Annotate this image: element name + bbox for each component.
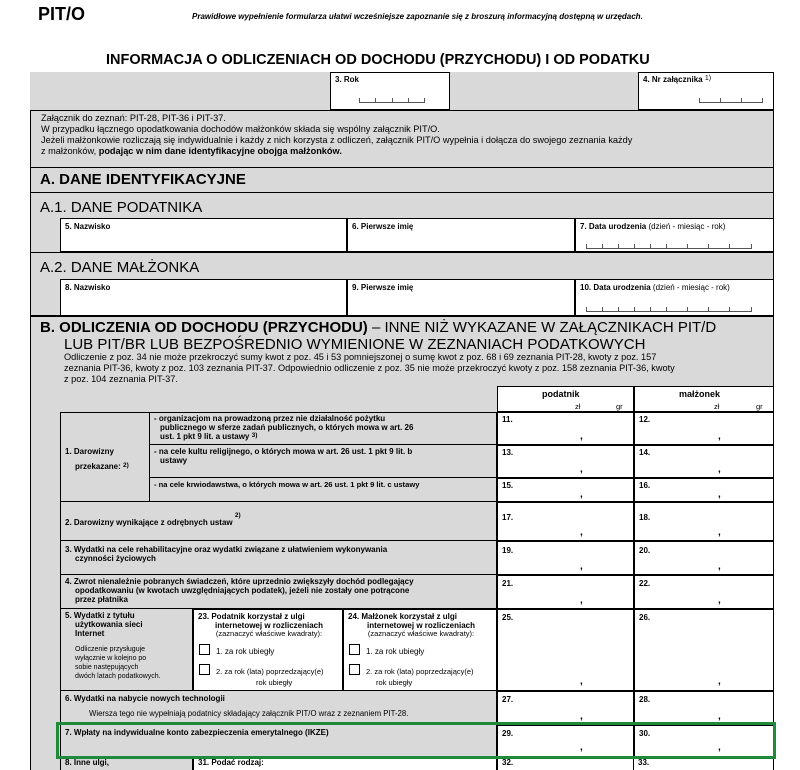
a2-nazwisko-field[interactable] [60,279,347,316]
row3-desc: 3. Wydatki na cele rehabilitacyjne oraz wydatki związane z ułatwieniem wykonywania czynności życiowych [60,541,497,575]
field-22[interactable]: 22. , [634,575,774,609]
form-code: PIT/O [38,4,86,24]
nr-label: 4. Nr załącznika 1) [643,75,712,84]
row2-desc: 2. Darowizny wynikające z odrębnych ustaw $^{2)}$ [60,502,497,541]
row7-highlight-box [56,722,776,759]
section-b-title-2: LUB PIT/BR LUB BEZPOŚREDNIO WYMIENIONE W ZEZNANIACH PODATKOWYCH [64,336,646,353]
field-17[interactable]: 17. , [497,502,634,541]
section-b-title: B. ODLICZENIA OD DOCHODU (PRZYCHODU) – INNE NIŻ WYKAZANE W ZAŁĄCZNIKACH PIT/D [40,319,717,336]
section-b-description: Odliczenie z poz. 34 nie może przekroczyć sumy kwot z poz. 45 i 53 pomniejszonej o sumę kwot z poz. 68 i 69 zeznania PIT-28, kwoty z poz. 157 zeznania PIT-36, kwoty z poz. 103 zeznania PIT-37. Odpowiednio odliczenie z poz. 35 nie może przekroczyć kwoty z poz. 158 zeznania PIT-36, kwoty z poz. 104 zeznania PIT-37. [64,352,675,384]
field-20[interactable]: 20. , [634,541,774,575]
a2-imie-field[interactable] [347,279,575,316]
a1-date-ticks [586,245,752,249]
field-33[interactable]: 33. [634,757,774,770]
field-11[interactable]: 11. , [497,412,634,445]
section-a-title: A. DANE IDENTYFIKACYJNE [40,171,246,188]
field-27[interactable]: 27. , [497,691,634,725]
field-19[interactable]: 19. , [497,541,634,575]
header-notice: Prawidłowe wypełnienie formularza ułatwi wcześniejsze zapoznanie się z broszurą informacyjną dostępną w urzędach. [192,12,643,21]
section-a2-title: A.2. DANE MAŁŻONKA [40,259,200,276]
a1-nazwisko-label: 5. Nazwisko [65,222,111,231]
field-23-podatnik-ulga[interactable] [193,609,343,691]
a2-data-label: 10. Data urodzenia (dzień - miesiąc - rok) [580,283,730,292]
field-25[interactable]: 25. , [497,609,634,691]
rok-label: 3. Rok [335,75,360,84]
a2-nazwisko-label: 8. Nazwisko [65,283,111,292]
row1-label-cell [60,412,150,502]
section-b-divider [30,316,774,317]
rok-ticks [359,99,425,103]
field-12[interactable]: 12. , [634,412,774,445]
a2-date-ticks [586,308,752,312]
field-26[interactable]: 26. , [634,609,774,691]
row1-label: 1. Darowizny przekazane: $^{2)}$ [65,447,129,472]
field-14[interactable]: 14. , [634,445,774,478]
section-a1-title: A.1. DANE PODATNIKA [40,199,203,216]
col-header-podatnik: podatnik zł gr [497,386,634,412]
field-23-option-2-label: 2. za rok (lata) poprzedzający(e) rok ubiegły [216,667,324,687]
field-28[interactable]: 28. , [634,691,774,725]
field-24-option-1-checkbox[interactable] [349,644,360,655]
field-23-option-2-checkbox[interactable] [199,664,210,675]
info-line-2: W przypadku łącznego opodatkowania dochodów małżonków składa się wspólny załącznik PIT/O. [41,124,440,134]
row1b-desc: - na cele kultu religijnego, o których mowa w art. 26 ust. 1 pkt 9 lit. b ustawy [150,445,497,478]
field-24-label: 24. Małżonek korzystał z ulgi internetowej w rozliczeniach (zaznaczyć właściwe kwadraty): [348,612,476,639]
field-21[interactable]: 21. , [497,575,634,609]
a2-imie-label: 9. Pierwsze imię [352,283,414,292]
field-23-option-1-checkbox[interactable] [199,644,210,655]
a1-imie-label: 6. Pierwsze imię [352,222,414,231]
field-13[interactable]: 13. , [497,445,634,478]
row1a-desc: - organizacjom na prowadzoną przez nie działalność pożytku publicznego w sferze zadań publicznych, o których mowa w art. 26 ust. 1 pkt 9 lit. a ustawy $^{3)}$ [150,412,497,445]
section-a-divider [30,192,774,193]
a1-nazwisko-field[interactable] [60,218,347,252]
a1-data-label: 7. Data urodzenia (dzień - miesiąc - rok) [580,222,726,231]
info-line-3: Jeżeli małżonkowie rozliczają się indywidualnie i każdy z nich korzysta z odliczeń, załącznik PIT/O wypełnia i dołącza do swojego zeznania każdy [41,135,633,145]
row1c-desc: - na cele krwiodawstwa, o których mowa w art. 26 ust. 1 pkt 9 lit. c ustawy [150,478,497,502]
field-24-option-1-label: 1. za rok ubiegły [366,647,425,656]
field-18[interactable]: 18. , [634,502,774,541]
a2-data-urodzenia-field[interactable] [575,279,774,316]
field-16[interactable]: 16. , [634,478,774,502]
col-header-malzonek: małżonek zł gr [634,386,774,412]
row6-desc: 6. Wydatki na nabycie nowych technologii Wiersza tego nie wypełniają podatnicy składający załącznik PIT/O wraz z zeznaniem PIT-28. [60,691,497,725]
field-24-option-2-label: 2. za rok (lata) poprzedzający(e) rok ubiegły [366,667,474,687]
info-line-1: Załącznik do zeznań: PIT-28, PIT-36 i PIT-37. [41,113,226,123]
info-line-4: z małżonków, podając w nim dane identyfikacyjne obojga małżonków. [41,146,342,156]
form-title: INFORMACJA O ODLICZENIACH OD DOCHODU (PRZYCHODU) I OD PODATKU [106,52,650,68]
field-24-option-2-checkbox[interactable] [349,664,360,675]
nr-ticks [699,99,763,103]
field-24-malzonek-ulga[interactable] [343,609,497,691]
a1-data-urodzenia-field[interactable] [575,218,774,252]
info-box [30,110,774,168]
row8-label-cell: 8. Inne ulgi, [60,757,193,770]
row7-desc: 7. Wpłaty na indywidualne konto zabezpieczenia emerytalnego (IKZE) [60,725,497,757]
field-23-label: 23. Podatnik korzystał z ulgi internetowej w rozliczeniach (zaznaczyć właściwe kwadraty): [198,612,324,639]
section-a2-divider [30,252,774,253]
row4-desc: 4. Zwrot nienależnie pobranych świadczeń, które uprzednio zwiększyły dochód podlegający opodatkowaniu (w kwotach uwzględniających podatek), jeżeli nie zostały one potrącone przez płatnika [60,575,497,609]
field-15[interactable]: 15. , [497,478,634,502]
field-31-label: 31. Podać rodzaj: [198,758,264,767]
row5-label-cell: 5. Wydatki z tytułu użytkowania sieci Internet Odliczenie przysługuje wyłącznie w kolejno po sobie następujących dwóch latach podatkowych. [60,609,193,691]
rok-field[interactable] [330,72,450,110]
a1-imie-field[interactable] [347,218,575,252]
field-30[interactable]: 30. , [634,725,774,757]
field-23-option-1-label: 1. za rok ubiegły [216,647,275,656]
nr-zalacznika-field[interactable] [638,72,774,110]
field-32[interactable]: 32. [497,757,634,770]
field-29[interactable]: 29. , [497,725,634,757]
